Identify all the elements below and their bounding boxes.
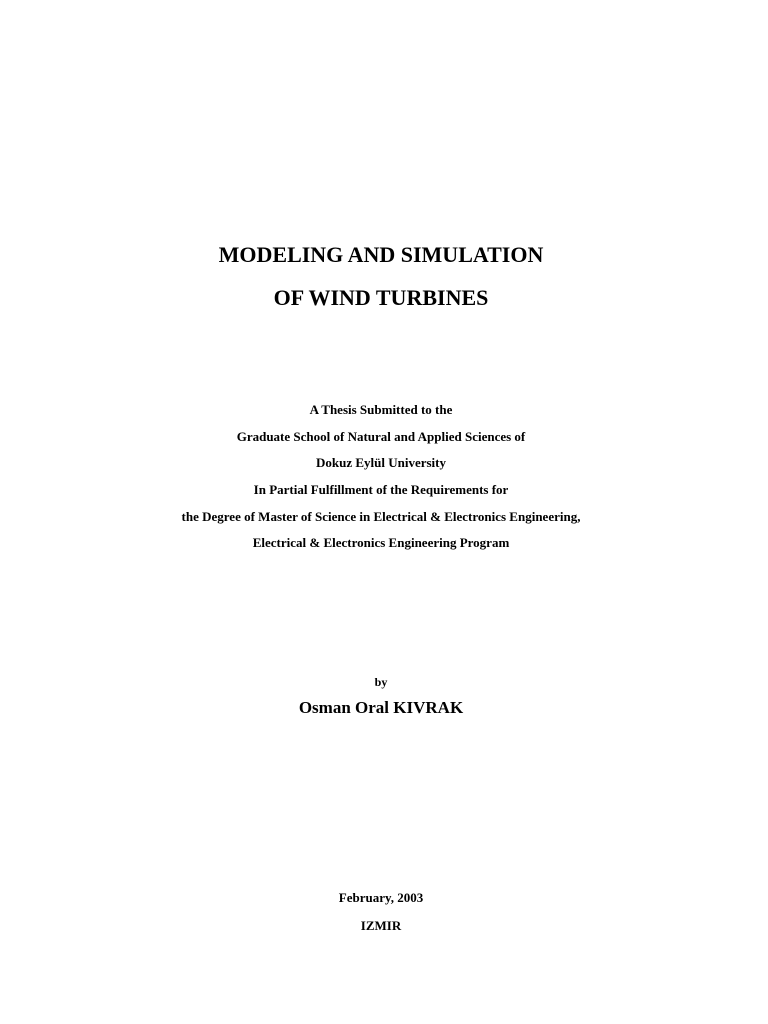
thesis-title-line-2: OF WIND TURBINES bbox=[273, 285, 489, 310]
thesis-title-line-1: MODELING AND SIMULATION bbox=[218, 242, 544, 267]
university-name: Dokuz Eylül University bbox=[315, 455, 446, 470]
by-label: by bbox=[374, 675, 388, 689]
author-name: Osman Oral KIVRAK bbox=[298, 698, 464, 717]
program-line: Electrical & Electronics Engineering Program bbox=[252, 535, 510, 550]
submission-date: February, 2003 bbox=[338, 890, 424, 905]
submission-line-4: In Partial Fulfillment of the Requirements for bbox=[253, 482, 509, 497]
submission-line-2: Graduate School of Natural and Applied Sciences of bbox=[236, 429, 526, 444]
submission-line-1: A Thesis Submitted to the bbox=[309, 402, 453, 417]
submission-place: IZMIR bbox=[360, 918, 402, 933]
degree-line: the Degree of Master of Science in Electrical & Electronics Engineering, bbox=[181, 509, 581, 524]
